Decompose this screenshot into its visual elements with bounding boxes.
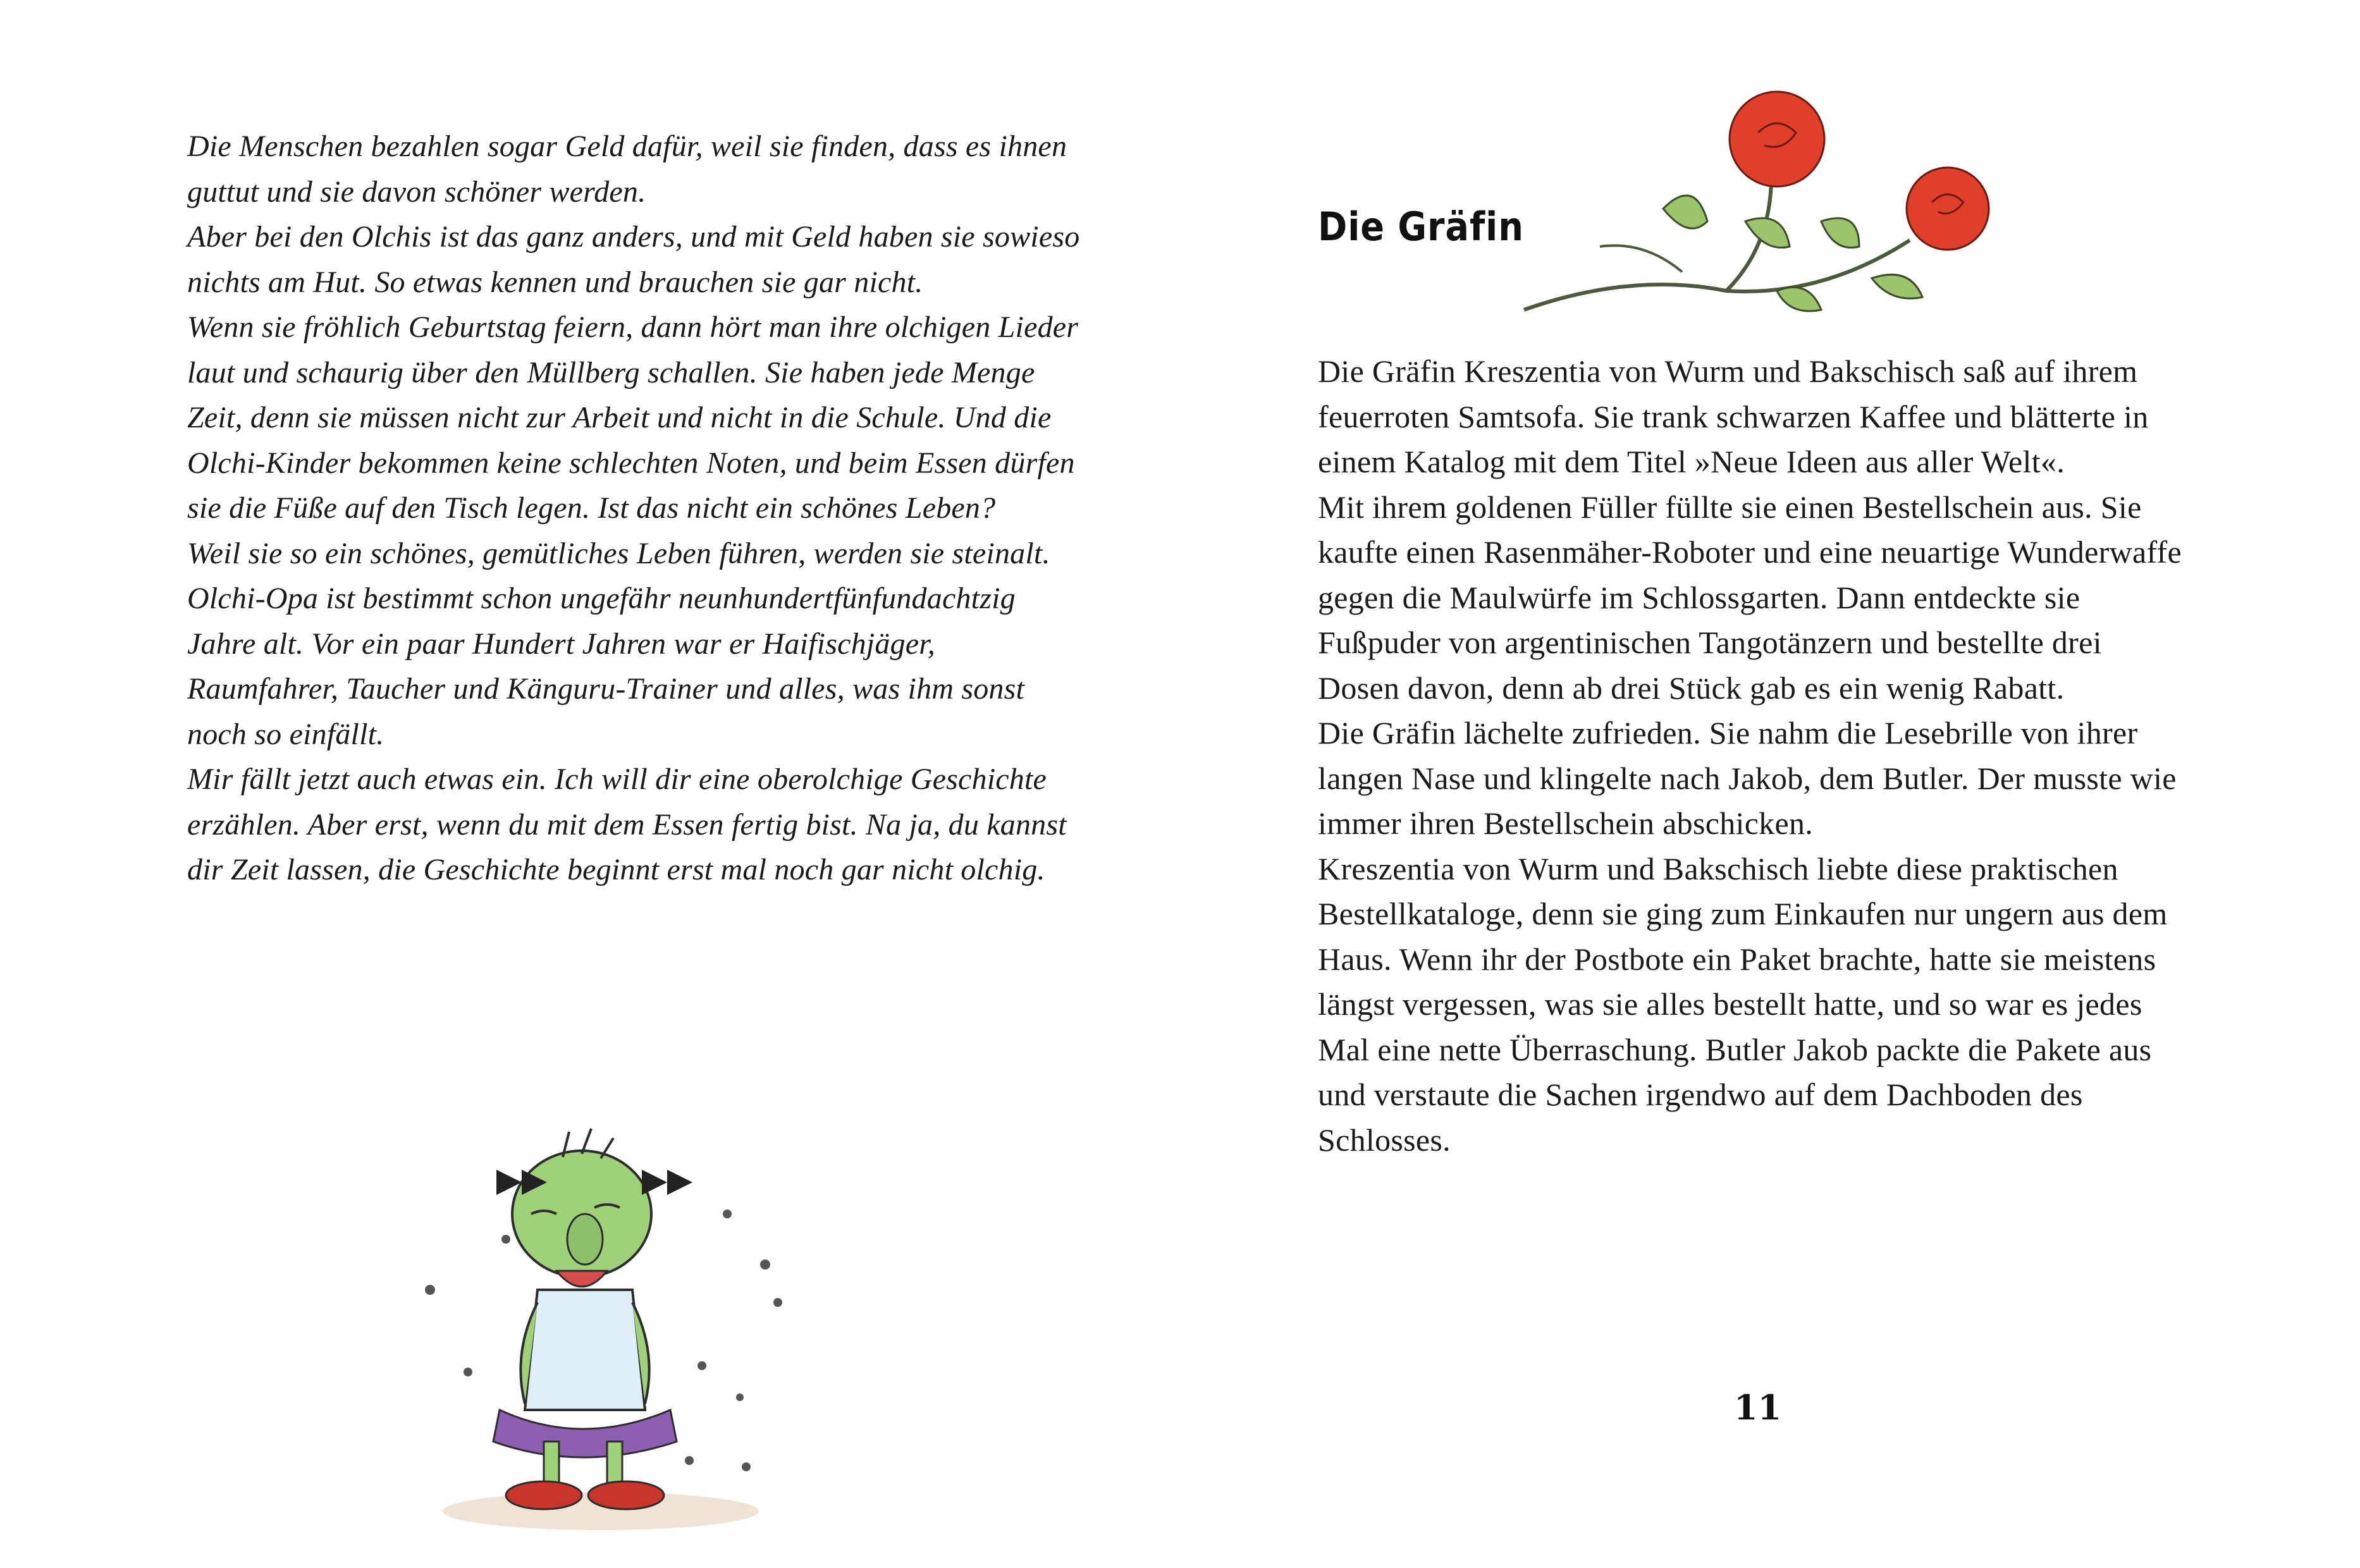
leaf (1663, 195, 1707, 228)
right-paragraph: Die Gräfin lächelte zufrieden. Sie nahm die Lesebrille von ihrer langen Nase und klingelte nach Jakob, dem Butler. Der musste wie immer ihren Bestellschein abschicken. (1318, 715, 2177, 841)
left-paragraph: Mir fällt jetzt auch etwas ein. Ich will dir eine oberolchige Geschichte erzählen. Aber erst, wenn du mit dem Essen fertig bist. Na ja, du kannst dir Zeit lassen, die Geschichte beginnt erst mal noch gar nicht olchig. (187, 763, 1067, 886)
rose (1730, 92, 1824, 187)
right-paragraph: Kreszentia von Wurm und Bakschisch liebte diese praktischen Bestellkataloge, denn sie ging zum Einkaufen nur ungern aus dem Haus. Wenn ihr der Postbote ein Paket brachte, hatte sie meistens längst vergessen, was sie alles bestellt hatte, und so war es jedes Mal eine nette Überraschung. Butler Jakob packte die Pakete aus und verstaute die Sachen irgendwo auf dem Dachboden des Schlosses. (1318, 850, 2168, 1158)
rose (1907, 168, 1989, 250)
roses-illustration (1505, 82, 2030, 329)
olchi-skirt (493, 1410, 677, 1457)
olchi-shoe (588, 1481, 664, 1509)
olchi-dress (525, 1290, 645, 1410)
olchi-illustration (373, 1113, 841, 1543)
right-paragraph: Die Gräfin Kreszentia von Wurm und Bakschisch saß auf ihrem feuerroten Samtsofa. Sie trank schwarzen Kaffee und blätterte in einem Katalog mit dem Titel »Neue Ideen aus aller Welt«. (1318, 353, 2149, 479)
leaf (1872, 274, 1922, 298)
left-paragraph: Die Menschen bezahlen sogar Geld dafür, weil sie finden, dass es ihnen guttut und sie davon schöner werden. (187, 130, 1067, 209)
leaf (1745, 218, 1790, 248)
right-paragraph: Mit ihrem goldenen Füller füllte sie einen Bestellschein aus. Sie kaufte einen Rasenmäher-Roboter und eine neuartige Wunderwaffe gegen die Maulwürfe im Schlossgarten. Dann entdeckte sie Fußpuder von argentinischen Tangotänzern und bestellte drei Dosen davon, denn ab drei Stück gab es ein wenig Rabatt. (1318, 489, 2182, 706)
leaf (1777, 287, 1821, 311)
olchi-shoe (506, 1481, 582, 1509)
left-paragraph: Weil sie so ein schönes, gemütliches Leben führen, werden sie steinalt. Olchi-Opa ist bestimmt schon ungefähr neunhundertfünfundachtzig Jahre alt. Vor ein paar Hundert Jahren war er Haifischjäger, Raumfahrer, Taucher und Känguru-Trainer und alles, was ihm sonst noch so einfällt. (187, 536, 1050, 751)
olchi-mouth (556, 1271, 607, 1287)
chapter-title: Die Gräfin (1318, 204, 1524, 250)
page-number: 11 (1734, 1387, 1782, 1428)
left-paragraph: Aber bei den Olchis ist das ganz anders, und mit Geld haben sie sowieso nichts am Hut. So etwas kennen und brauchen sie gar nicht. (187, 220, 1080, 299)
right-page-text (1318, 349, 2191, 1163)
right-page (1180, 0, 2360, 1568)
leaf (1821, 218, 1859, 248)
left-page-text (187, 124, 1085, 893)
left-paragraph: Wenn sie fröhlich Geburtstag feiern, dann hört man ihre olchigen Lieder laut und schaurig über den Müllberg schallen. Sie haben jede Menge Zeit, denn sie müssen nicht zur Arbeit und nicht in die Schule. Und die Olchi-Kinder bekommen keine schlechten Noten, und beim Essen dürfen sie die Füße auf den Tisch legen. Ist das nicht ein schönes Leben? (187, 310, 1079, 525)
